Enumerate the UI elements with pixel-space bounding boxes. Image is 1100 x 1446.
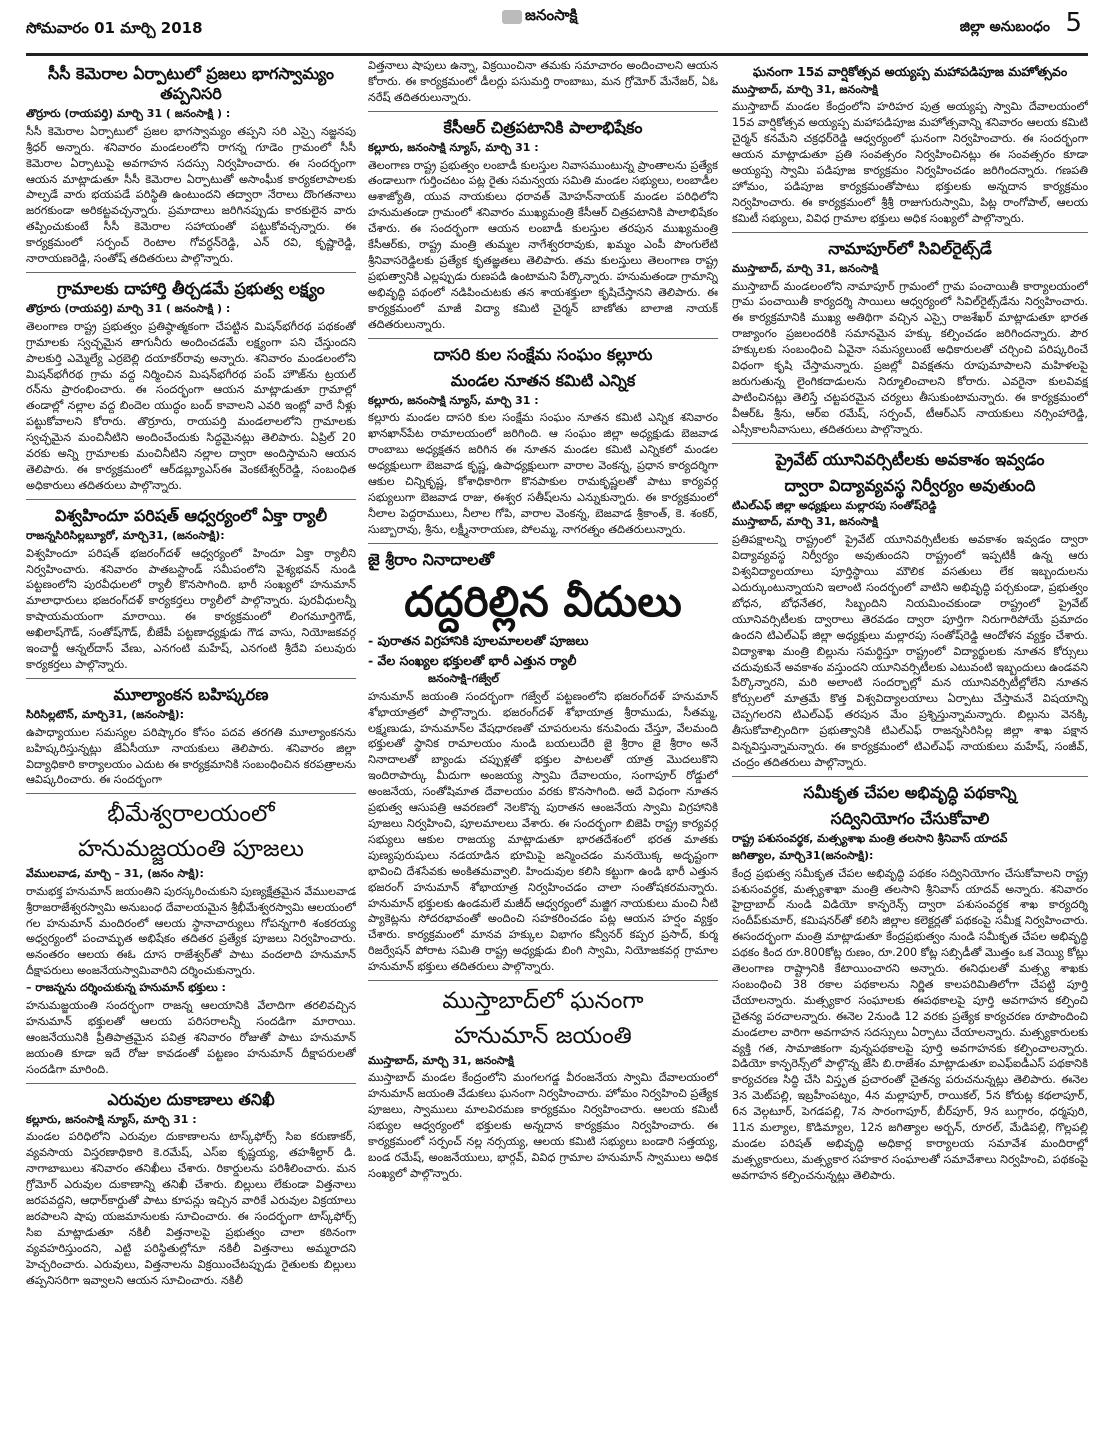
article xyxy=(732,450,1088,771)
dateline: తొర్రూరు (రాయపర్తి) మార్చి 31 ( జనంసాక్షి ) : xyxy=(26,302,231,315)
headline: ప్రైవేట్ యూనివర్సిటీలకు అవకాశం ఇవ్వడం xyxy=(775,449,1045,469)
article xyxy=(732,783,1088,1184)
headline: సీసీ కెమెరాల ఏర్పాటులో ప్రజలు భాగస్వామ్యం తప్పనిసరి xyxy=(48,64,334,103)
dateline: వేములవాడ, మార్చి – 31, (జనం సాక్షి): xyxy=(26,866,204,880)
headline: కేసీఆర్ చిత్రపటానికి పాలాభిషేకం xyxy=(443,117,643,137)
page-number: 5 xyxy=(1065,8,1082,38)
article-body: కేంద్ర ప్రభుత్వ సమీకృత చేపల అభివృద్ధి పథకం సద్వినియోగం చేసుకోవాలని రాష్ట్ర పశుసంవర్ధక, మత్స్యశాఖా మంత్రి తలసాని శ్రీనివాస్ యాదవ్ అన్నారు. శనివారం హైద్రాబాద్ నుండి విడియో కాన్ఫరెన్స్ ద్వారా పశుసంవర్ధక శాఖ కార్యదర్శి సందీప్‌కుమార్, కమిషనర్‌తో కలిసి జిల్లాల కలెక్టర్లతో పథకంపై సమీక్ష నిర్వహించారు. ఈసందర్భంగా మంత్రి మాట్లాడుతూ కేంద్రప్రభుత్వం నుండి సమీకృత చేపల అభివృద్ధి పథకం కింద రూ.800కోట్ల రుణం, రూ.200 కోట్ల సబ్సిడీతో మొత్తం ఒక వెయ్యి కోట్లు తెలంగాణ రాష్ట్రానికి కేటాయించారని అన్నారు. ఈనిధులతో మత్స్య శాఖకు సంబంధించి 38 రకాల పథకాలను నిర్ణిత కాలపరిమితిలోగా చేపట్టి పూర్తి చేయాలన్నారు. మత్స్యకార సంఘాలకు ఈపథకాలపై పూర్తి అవగాహన కల్పించి చైతన్య పరచాలన్నారు. ఈనెల 2నుండి 12 వరకు ప్రత్యేక కార్యచరణ రూపొందించి మండలాల వారిగా అవగాహన సదస్సులు ఏర్పాటు చేయాలన్నారు. మత్స్యకారులకు వ్యక్తి గత, సామాజికంగా వున్నపథకాలపై పూర్తి అవగాహనకు కల్పించాలన్నారు. విడియో కాన్ఫరెన్స్‌లో పాల్గొన్న జేసి బి.రాజేశం మాట్లాడుతూ ఐఎఫ్ఐడీఎస్ పథకానికి కార్యచరణ సిద్ధి చేసి విస్తృత ప్రచారంతో చైతన్య పరుచనున్నట్లు తెలిపారు. ఈనెల 3న మెట్‌పల్లి, ఇబ్రహీంపట్నం, 4న మల్లాపూర్, రాయికల్, 5న కోరుట్ల కథలాపూర్, 6న వెల్గటూర్, పెగడపల్లి, 7న సారంగాపూర్, బీర్‌పూర్, 9న బుగ్గారం, ధర్మపురి, 11న మల్యాల, కొడిమ్యాల, 12న జగిత్యాల అర్బన్, రూరల్, మేడిపల్లి, గొల్లపల్లి మండల పరిషత్ అభివృద్ధి అధికార్ల కార్యాలయ సమావేశ మందిరాల్లో మత్స్యకారులు, మత్స్యకార సహకార సంఘాలతో సమావేశాలు నిర్వహించి, పథకంపై అవగాహన కల్పించనున్నట్లు తెలిపారు. xyxy=(732,866,1088,1182)
article-body: ముస్తాబాద్ మండల కేంద్రంలోని హరిహర పుత్ర అయ్యప్ప స్వామి దేవాలయంలో 15వ వార్షికోత్సవ అయ్యప్ప మహాపడిపూజ మహోత్సవాన్ని శనివారం ఆలయ కమిటి చైర్మన్ కనమేని చక్రధర్‌రెడ్డి ఆధ్వర్యంలో ఘనంగా నిర్వహించారు. ఈ సందర్భంగా ఆయన మాట్లాడుతూ ప్రతి సంవత్సరం నిర్వహించినట్లు ఈ సంవత్సరం కూడా అయ్యప్ప స్వామి పడిపూజ కార్యక్రమం నిర్వహించడం జరిగిందన్నారు. గణపతి హోమం, పడిపూజ కార్యక్రమంతోపాటు భక్తులకు అన్నదాన కార్యక్రమం నిర్వహించారు. ఈ కార్యక్రమంలో శ్రీశ్రీ రాజుగురుస్వామి, పిట్ల రాంగోపాల్, ఆలయ కమిటీ సభ్యులు, వివిధ గ్రామాల భక్తులు అధిక సంఖ్యలో పాల్గొన్నారు. xyxy=(732,100,1088,225)
headline: దద్దరిల్లిన వీదులు xyxy=(404,576,682,626)
article xyxy=(26,1090,356,1289)
article-body: ముస్తాబాద్ మండల కేంద్రంలోని మంగలగడ్డ వీరంజనేయ స్వామి దేవాలయంలో హనుమాన్ జయంతి వేడుకలు ఘనంగా నిర్వహించారు. హోమం నిర్వహించి ప్రత్యేక పూజలు, స్వాములు మాలవిరమణ కార్యక్రమం నిర్వహించారు. ఆలయ కమిటీ సభ్యుల ఆధ్వర్యంలో భక్తులకు అన్నదాన కార్యక్రమం నిర్వహించారు. ఈ కార్యక్రమంలో సర్పంచ్ నల్ల నర్సయ్య, ఆలయ కమిటి సభ్యులు బండారి సత్తయ్య, బండ రమేష్, అంజనేయులు, భార్గవ్, వివిధ గ్రామాల హనుమాన్ స్వాములు అధిక సంఖ్యలో పాల్గొన్నారు. xyxy=(368,1071,718,1180)
dateline: జగిత్యాల, మార్చి31(జనంసాక్షి): xyxy=(732,848,874,862)
article-body: విత్తనాలు షాపులు ఉన్నా, విక్రయించినా తమకు సమాచారం అందించాలని ఆయన కోరారు. ఈ కార్యక్రమంలో డీలర్లు పసుమర్తి రాంబాబు, మన గ్రోమోర్ మేనేజర్, ఏఓ నరేష్ తదితరులున్నారు. xyxy=(368,59,718,104)
newspaper-page xyxy=(26,58,1088,1430)
headline: గ్రామాలకు దాహార్తి తీర్చడమే ప్రభుత్వ లక్ష్యం xyxy=(57,279,325,298)
article xyxy=(26,279,356,494)
dateline: సిరిసిల్లటౌన్, మార్చి31, (జనంసాక్షి): xyxy=(26,707,185,721)
article xyxy=(368,550,718,975)
masthead-logo xyxy=(502,4,647,30)
article-body: ప్రతిపక్షాలన్ని రాష్ట్రంలో ప్రైవేట్ యూనివర్సిటీలకు అవకాశం ఇవ్వడం ద్వారా విద్యావ్యవస్థ నిర్వీర్యం అవుతుందని రాష్ట్రంలో ఇప్పటికీ ఉన్న ఆరు విశ్వవిద్యాలయాలు పూర్తిస్థాయి మౌలిక వసతులు లేక ఇబ్బందులను ఎదుర్కుంటున్నాయని ఇలాంటి సందర్భంలో వాటిని అభివృద్ధి పర్చకుండా, ప్రభుత్వం బోధన, బోధనేతర, సిబ్బందిని నియమించకుండా రాష్ట్రంలో ప్రైవేట్ యూనివర్సిటీలకు ద్వారాలు తెరవడం ద్వారా పూర్తిగా నిరుగారిపోయే ప్రమాదం ఉందని టిఎల్ఎఫ్ జిల్లా అధ్యక్షులు మల్లారపు సంతోష్‌రెడ్డి ఆందోళన వ్యక్తం చేశారు. విద్యాశాఖ మంత్రి బిల్లును సమర్థిస్తూ రాష్ట్రంలో విద్యార్థులకు నూతన కోర్సులు చదువుకునే అవకాశం వస్తుందని యూనివర్సిటీలకు ఎటువంటి ఇబ్బందులు ఉండవని పేర్కొన్నారని, మరి అలాంటి సందర్భాల్లో మన యూనివర్సిటీల్లోలేని నూతన కోర్సులలో మాత్రమే కొత్త విశ్వవిద్యాలయాలు ఏర్పాటు చేస్తామనే విషయాన్ని చెప్పగలరని టిఎల్ఎఫ్ తరపున మేం ప్రశ్నిస్తున్నామన్నారు. బిల్లును వెనక్కి తీసుకోవాల్సిందిగా ప్రభుత్వానికి టిఎల్ఎఫ్ రాజన్నసిరిసిల్ల జిల్లా శాఖ పక్షాన విన్నవిస్తున్నామన్నారు. ఈ కార్యక్రమంలో టిఎల్ఎఫ్ నాయకులు మహేష్, సంజీవ్, చంద్రం తదితరులు పాల్గొన్నారు. xyxy=(732,533,1088,769)
section-name: జిల్లా అనుబంధం xyxy=(959,19,1050,35)
masthead-bar xyxy=(26,4,1088,56)
dateline: తొర్రూరు (రాయపర్తి) మార్చి 31 ( జనంసాక్షి ) : xyxy=(26,107,231,120)
headline: మండల నూతన కమిటి ఎన్నిక xyxy=(450,370,636,390)
article xyxy=(26,64,356,267)
dateline: జనంసాక్షి–గజ్వేల్ xyxy=(428,671,499,685)
dateline: ముస్తాబాద్, మార్చి 31, జనంసాక్షి xyxy=(368,1053,514,1067)
column-3 xyxy=(732,58,1088,1430)
dateline: ముస్తాబాద్, మార్చి 31, జనంసాక్షి xyxy=(732,261,878,275)
dateline: కల్లూరు, జనంసాక్షి న్యూస్, మార్చి 31 : xyxy=(26,1112,197,1126)
dateline: రాజన్నసిరిసిల్లబ్యూరో, మార్చి31, (జనంసాక్షి): xyxy=(26,528,225,542)
article-body: సీసీ కెమెరాల ఏర్పాటులో ప్రజల భాగస్వామ్యం తప్పని సరి ఎస్సై నజ్జనపు శ్రీధర్ అన్నారు. శనివారం మండలంలోని రాగన్న గూడెం గ్రామంలో సీసీ కెమెరాల ఏర్పాటుపై అవగాహన సదస్సు నిర్వహించారు. ఈ సందర్భంగా ఆయన మాట్లాడుతూ సీసీ కెమెరాల ఏర్పాటుతో అసాంఘీక కార్యకలాపాలకు పాల్పడే వారు భయపడే పరిస్థితి ఉంటుందని తద్వారా నేరాలు దొంగతనాలు జరగకుండా అరికట్టవచ్చన్నారు. ప్రమాదాలు జరిగినప్పుడు కారకులైన వారు తప్పించుకుంటే సీసీ కెమెరాల సహాయంతో పట్టుకోవచ్చన్నారు. ఈ కార్యక్రమంలో సర్పంచ్ రెంటాల గోవర్ధన్‌రెడ్డి, ఎన్ రవి, కృష్ణారెడ్డి, నారాయణరెడ్డి, సంతోష్ తదితరులు పాల్గొన్నారు. xyxy=(26,124,356,266)
column-2 xyxy=(368,58,718,1430)
article-body: కల్లూరు మండల దాసరి కుల సంక్షేమ సంఘం నూతన కమిటి ఎన్నిక శనివారం ఖానఖాన్‌పేట రామాలయంలో జరిగింది. ఆ సంఘం జిల్లా అధ్యక్షుడు బెజవాడ రాంబాబు అధ్యక్షతన జరిగిన ఈ నూతన మండల కమిటి ఎన్నికలో మండల అధ్యక్షులుగా బెజవాడ కృష్ణ, ఉపాధ్యక్షులుగా వారాల వెంకన్న, ప్రధాన కార్యదర్శిగా ఆకుల చిన్నికృష్ణ, కోశాధికారిగా కొనపాకుల రామకృష్ణలతో పాటు కార్యవర్గ సభ్యులుగా బెజవాడ రాజు, ఈశ్వర సతీష్‌లను ఎన్నుకున్నారు. ఈ కార్యక్రమంలో నీలాల పెద్దరాములు, నీలాల గోపి, వారాల వెంకన్న, బెజవాడ శ్రీకాంత్, కె. శంకర్, సుబ్బారావు, శ్రీను, లక్ష్మీనారాయణ, పోలమ్మ, నాగరత్నం తదితరులున్నారు. xyxy=(368,411,718,536)
headline: దాసరి కుల సంక్షేమ సంఘం కల్లూరు xyxy=(433,344,653,364)
article xyxy=(26,685,356,788)
headline: సద్వినియోగం చేసుకోవాలి xyxy=(830,808,990,828)
article xyxy=(368,345,718,538)
issue-date: సోమవారం 01 మార్చి 2018 xyxy=(26,19,203,37)
byline: టిఎల్ఎఫ్ జిల్లా అధ్యక్షులు మల్లారపు సంతోష్‌రెడ్డి xyxy=(732,498,937,512)
article xyxy=(368,118,718,333)
headline: హనుమాన్ జయంతి xyxy=(454,1022,632,1049)
article-body: ఉపాధ్యాయుల సమస్యల పరిష్కారం కోసం పదవ తరగతి మూల్యాంకనను బహిష్కరిస్తున్నట్లు జేఏసీయూ నాయకులు తెలిపారు. శనివారం జిల్లా విద్యాధికారి కార్యాలయం ఎదుట ఈ కార్యక్రమానికి సంబంధించిన కరపత్రాలను ఆవిష్కరించారు. ఈ సందర్భంగా xyxy=(26,725,356,787)
headline: నామాపూర్‌లో సివిల్‌రైట్స్‌డే xyxy=(828,238,992,258)
kicker: జై శ్రీరాం నినాదాలతో xyxy=(368,549,495,569)
article-body: విశ్వహిందూ పరిషత్ భజరంగ్‌దళ్ ఆధ్వర్యంలో హిందూ ఏక్తా ర్యాలీని నిర్వహించారు. శనివారం పాతబస్టాండ్ సమీపంలోని వైశ్యభవన్ నుండి పట్టణంలోని పురవీధులలో ర్యాలీ కొనసాగింది. భారీ సంఖ్యలో హనుమాన్ మాలాధారులు భజరంగ్‌దళ్ కార్యకర్తలు ర్యాలీలో పాల్గొన్నారు. పురవీధులన్నీ కాషాయమయంగా మారాయి. ఈ కార్యక్రమంలో లింగమూర్తిగౌడ్, అఖిలాష్‌గౌడ్, సంతోష్‌గౌడ్, బీజేపీ పట్టణాధ్యక్షుడు గౌడ వాసు, నియోజకవర్గ ఇంచార్జీ ఆన్నల్‌దాస్ వేణు, ఎనగంటి మహేష్, ఎనగంటి శ్రీదేవి పలువురు కార్యకర్తలు పాల్గొన్నారు. xyxy=(26,546,356,671)
headline: హనుమజ్జయంతి పూజలు xyxy=(77,836,305,863)
paper-name: జనంసాక్షి xyxy=(525,6,578,24)
headline: మూల్యాంకన బహిష్కరణ xyxy=(113,684,269,704)
article-body: మండల పరిధిలోని ఎరువుల దుకాణాలను టాస్క్‌ఫోర్స్ సిఐ కరుణాకర్, వ్యవసాయ విస్తరణాధికారి కె.రమేష్, ఎస్ఐ కృష్ణయ్య, తహశీల్దార్ డి. నాగాబాబులు శనివారం తనిఖీలు చేశారు. రికార్డులను పరిశీలించారు. మన గ్రోమోర్ ఎరువుల దుకాణాన్ని తనిఖీ చేశారు. బిల్లులు లేకుండా విత్తనాలు జరపవద్దని, ఆధార్‌కార్డుతో పాటు కూపన్లు ఇచ్చిన వారికే ఎరువుల విక్రయాలు జరపాలని షాపు యజమానులకు సూచించారు. ఈ సందర్భంగా టాస్క్‌ఫోర్స్ సిఐ మాట్లాడుతూ నకిలీ విత్తనాలపై ప్రభుత్వం చాలా కఠినంగా వ్యవహరిస్తుందని, ఎట్టి పరిస్థితుల్లోనూ నకిలీ విత్తనాలు అమ్మరాదని హెచ్చరించారు. ఎరువులు, విత్తనాలను విక్రయించేటప్పుడు రైతులకు బిల్లులు తప్పనిసరిగా ఇవ్వాలని ఆయన సూచించారు. నకిలీ xyxy=(26,1130,356,1287)
subheading: - పురాతన విగ్రహానికి పూలమాలలతో పూజలు xyxy=(368,633,589,649)
article xyxy=(732,64,1088,227)
article-body: తెలంగాణ రాష్ట్ర ప్రభుత్వం లంబాడీ కులస్తుల నివాసముంటున్న ప్రాంతాలను ప్రత్యేక తండాలుగా గుర్తించటం పట్ల రైతు సమన్వయ సమితి మండల సభ్యులు, లంబాడీల ఆశాజ్యోతి, యువ నాయకులు ధరావత్ మోహన్‌నాయక్ మండల పరిధిలోని హనుమతండా గ్రామంలో శనివారం ముఖ్యమంత్రి కేసీఆర్ చిత్రపటానికి పాలాభిషేకం చేశారు. ఈ సందర్భంగా ఆయన లంబాడీ కులస్తుల తరపున ముఖ్యమంత్రి కేసీఆర్‌కు, రాష్ట్ర మంత్రి తుమ్మల నాగేశ్వరరావుకు, ఖమ్మం ఎంపీ పొంగులేటి శ్రీనివాసరెడ్డిలకు ప్రత్యేక కృతజ్ఞతలు తెలిపారు. తమ కులస్తులు తెలంగాణ రాష్ట్ర ప్రభుత్వానికి ఎల్లప్పుడు రుణపడి ఉంటామని పేర్కొన్నారు. హనుమతండా గ్రామాన్ని అభివృద్ధి పథంలో నడిపించుటకు తన శాయశక్తులా కృషిచేస్తానని తెలిపారు. ఈ కార్యక్రమంలో మాజీ విద్యా కమిటి చైర్మన్ బాణోతు బాలాజి నాయక్ తదితరులున్నారు. xyxy=(368,158,718,331)
headline: ద్వారా విద్యావ్యవస్థ నిర్వీర్యం అవుతుంది xyxy=(784,475,1036,495)
logo-icon xyxy=(502,10,522,24)
headline: ముస్తాబాద్‌లో ఘనంగా xyxy=(442,988,644,1015)
dateline: కల్లూరు, జనంసాక్షి న్యూస్, మార్చి 31 : xyxy=(368,140,539,154)
article xyxy=(26,506,356,673)
article xyxy=(732,239,1088,438)
article xyxy=(368,987,718,1182)
article-body: హనుమాన్ జయంతి సందర్భంగా గజ్వేల్ పట్టణంలోని భజరంగ్‌దళ్ హనుమాన్ శోభాయాత్రలో పాల్గొన్నారు. భజరంగ్‌దళ్ శోభాయాత్ర శ్రీరాముడు, సీతమ్మ, లక్ష్మణుడు, హనుమాన్‌ల వేషధారణతో చూపరులను కనువిందు చేస్తూ, వేలమంది భక్తులతో స్థానిక రామాలయం నుండి బయలుదేరి జై శ్రీరాం జై శ్రీరాం అనే నినాదాలతో బ్యాండు చప్పుళ్లతో భక్తుల పాటలతో యాత్ర మొదలుకొని ఇందిరాపార్కు మీదుగా అంజయ్య స్వామి దేవాలయం, సంగాపూర్ రోడ్డులో అంజనేయ, సంతోషిమాత దేవాలయం వరకు కొనసాగింది. అదే విధంగా నూతన ప్రభుత్వ ఆసుపత్రి ఆవరణలో నెలకొన్న పురాతన ఆంజనేయ స్వామి విగ్రహానికి పూజలు నిర్వహించి, పూలమాలలు వేశారు. ఈ సందర్భంగా బిజెపి రాష్ట్ర కార్యవర్గ సభ్యులు ఆకుల రాజయ్య మాట్లాడుతూ భారతదేశంలో భరత మాతకు పుణ్యపురుషులు నడయాడిన భూమిపై జన్మించడం మనయొక్క అదృష్టంగా భావించి దేశసేవకు అంకితమవ్వాలి. హిందువుల కలిసి కట్టుగా ఉండి భారీ ఎత్తున భజరంగ్ హనుమాన్ శోభాయాత్ర నిర్వహించడం చాలా సంతోషకరమన్నారు. హనుమాన్ భక్తులకు ఉండమలే మజీద్ ఆధ్వర్యంలో మజ్జిగ నాయకులు మంచి నీటి ప్యాకెట్లను సోదరభావంతో అందించి సహకరించడం పట్ల ఆయన హర్షం వ్యక్తం చేశారు. కార్యక్రమంలో మానవ హక్కుల విభాగం కన్వీనర్ కప్పర ప్రసాద్, కుర్మ రిజర్వేషన్ పోరాట సమితి రాష్ట్ర అధ్యక్షుడు బింగి స్వామి, నియోజకవర్గ గ్రామాల హనుమాన్ భక్తులు తదితరులు పాల్గొన్నారు. xyxy=(368,689,718,974)
headline: సమీకృత చేపల అభివృద్ధి పథకాన్ని xyxy=(803,782,1017,802)
byline: రాష్ట్ర పశుసంవర్థక, మత్స్యశాఖ మంత్రి తలసాని శ్రీనివాస్ యాదవ్ xyxy=(732,831,1008,845)
headline: ఎరువుల దుకాణాలు తనిఖీ xyxy=(107,1089,275,1109)
article-body: హనుమజ్జయంతి సందర్భంగా రాజన్న ఆలయానికి వేలాదిగా తరలివచ్చిన హనుమాన్ భక్తులతో ఆలయ పరిసరాలన్నీ సందడిగా మారాయి. ఆంజనేయునికి ప్రీతిపాత్రమైన పవిత్ర శనివారం రోజుతో పాటు హనుమాన్ జయంతి కూడా ఇదే రోజు కావడంతో పట్టణం హనుమాన్ దీక్షాపరులతో సందడిగా మారింది. xyxy=(26,999,356,1076)
subheading: – రాజన్నను దర్శించుకున్న హనుమాన్ భక్తులు : xyxy=(26,981,226,995)
headline: విశ్వహిందూ పరిషత్ ఆధ్వర్యంలో ఏక్తా ర్యాలీ xyxy=(54,505,328,525)
column-1 xyxy=(26,58,356,1430)
article-body: ముస్తాబాద్ మండలంలోని నామాపూర్ గ్రామంలో గ్రామ పంచాయితీ కార్యాలయంలో గ్రామ పంచాయితీ కార్యదర్శి సాయిలు ఆధ్వర్యంలో సివిల్‌రైట్స్‌డేను నిర్వహించారు. ఈ కార్యక్రమానికి ముఖ్య అతిథిగా వచ్చిన ఎస్సై రాజశేఖర్ మాట్లాడుతూ భారత రాజ్యాంగం ప్రజలందరికి సమానమైన హక్కు కల్పించడం జరిగిందన్నారు. పౌర హక్కులకు సంబంధించి ఏవైనా సమస్యలుంటే అధికారులతో చర్చించి పరిష్కరించే విధంగా కృషి చేస్తామన్నారు. ప్రజల్లో వివక్షతను రూపుమాపాలని మహిళలపై జరుగుతున్న లైంగికదాడులను నిర్మూలించాలని కోరారు. ఎవరైనా కులవివక్ష పాటించినట్లు తెలిస్తే చట్టపరమైన చర్యలు తీసుకుంటామన్నారు. ఈ కార్యక్రమంలో వీఆర్ఓ శ్రీను, ఆర్‌ఐ రమేష్, సర్పంచ్, టీఆర్ఎస్ నాయకులు నర్సింహారెడ్డి, ఎస్సీకాలనీవాసులు, తదితరులు పాల్గొన్నారు. xyxy=(732,279,1088,436)
dateline: ముస్తాబాద్, మార్చి 31, జనంసాక్షి xyxy=(732,82,878,96)
article-body: రామభక్త హనుమాన్ జయంతిని పురస్కరించుకుని పుణ్యక్షేత్రమైన వేములవాడ శ్రీరాజరాజేశ్వరస్వామి అనుబంధ దేవాలయమైన శ్రీభీమేశ్వరస్వామి ఆలయంలో గల హనుమాన్ మందిరంలో ఆలయ స్థానాచార్యులు గోపన్నగారి శంకరయ్య అధ్వర్యంలో పంచామృత అభిషేకం తదితర ప్రత్యేక పూజలు నిర్వహించారు. అనంతరం ఆలయ ఈఓ దూస రాజేశ్వర్‌తో పాటు వందలాది హనుమాన్ దీక్షాపరులు అంజనేయస్వామివారిని దర్శించుకున్నారు. xyxy=(26,884,356,978)
headline: ఘనంగా 15వ వార్షికోత్సవ అయ్యప్ప మహాపడిపూజ మహోత్సవం xyxy=(752,64,1068,79)
dateline: కల్లూరు, జనంసాక్షి న్యూస్, మార్చి 31 : xyxy=(368,393,539,407)
subheading: - వేల సంఖ్యల భక్తులతో భారీ ఎత్తున ర్యాలీ xyxy=(368,652,577,668)
article xyxy=(26,800,356,1077)
headline: భీమేశ్వరాలయంలో xyxy=(107,801,275,828)
dateline: ముస్తాబాద్, మార్చి 31, జనంసాక్షి xyxy=(732,515,878,529)
article-body: తెలంగాణ రాష్ట్ర ప్రభుత్వం ప్రతిష్ఠాత్మకంగా చేపట్టిన మిషన్‌భగీరథ పథకంతో గ్రామాలకు స్వచ్ఛమైన తాగునీరు అందించడమే లక్ష్యంగా పని చేస్తుందని పాలకుర్తి ఎమ్మెల్యే ఎర్రబెల్లి దయాకర్‌రావు అన్నారు. శనివారం మండలంలోని మిషన్‌భగీరథ గ్రామ వద్ద నిర్మించిన మిషన్‌భగీరథ పంప్ హౌజ్‌ను ట్రయల్ రన్‌ను ప్రారంభించారు. ఈ సందర్భంగా ఆయన మాట్లాడుతూ గ్రామాల్లో తండాల్లో నల్లాల వద్ద బిందెల యుద్ధం బంద్ కావాలని ఎవరి ఇంట్లో వారే నీళ్లు పట్టుకోవాలని కోరారు. తొర్రూరు, రాయపర్తి మండలాలలోని గ్రామాలకు స్వచ్ఛమైన మంచినీటిని అందించేందుకు సిద్ధమైనట్లు తెలిపారు. ఏప్రిల్ 20 వరకు అన్ని గ్రామాలకు మంచినీటిని నల్లాల ద్వారా అందిస్తామని ఆయన తెలిపారు. ఈ కార్యక్రమంలో ఆర్‌డబ్ల్యూఎస్ఈ వెంకటేశ్వర్‌రెడ్డి, సంబంధిత అధికారులు తదితరులు పాల్గొన్నారు. xyxy=(26,319,356,492)
